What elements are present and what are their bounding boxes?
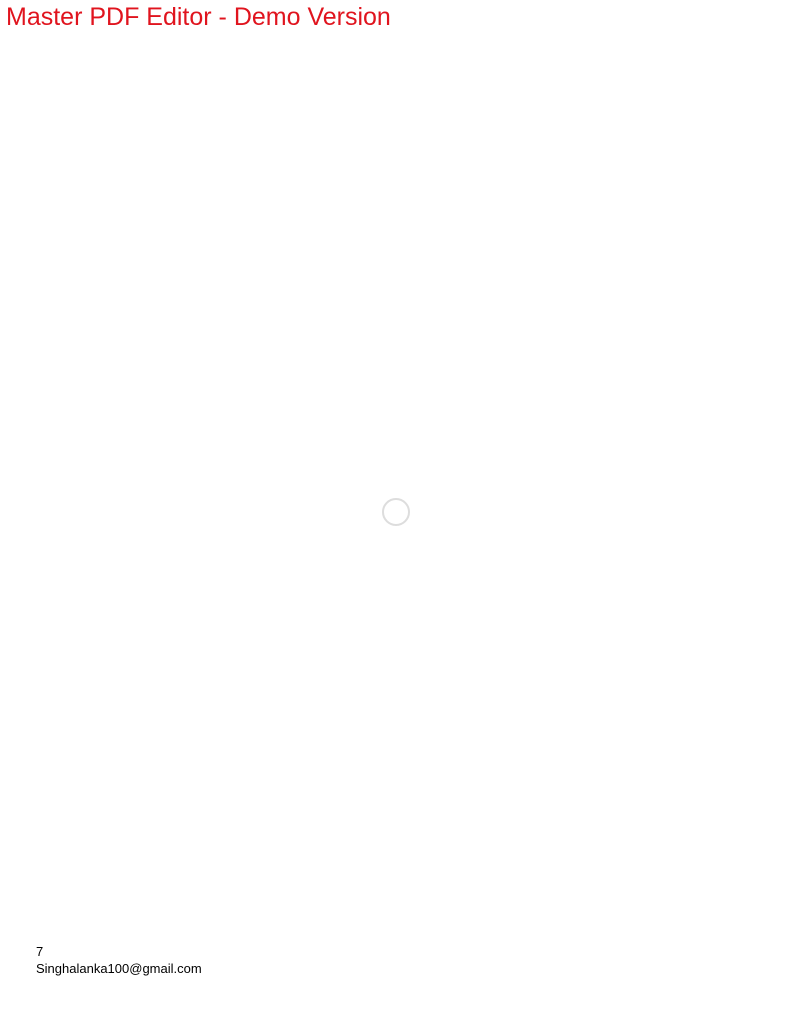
paragraph [50,84,740,114]
page-content [50,40,740,172]
paragraph [50,40,740,70]
footer-email: Singhalanka100@gmail.com [36,961,202,976]
demo-version-header: Master PDF Editor - Demo Version [6,3,391,31]
watermark-icon [381,497,411,527]
paragraph [50,128,740,158]
page-number: 7 [36,944,44,959]
